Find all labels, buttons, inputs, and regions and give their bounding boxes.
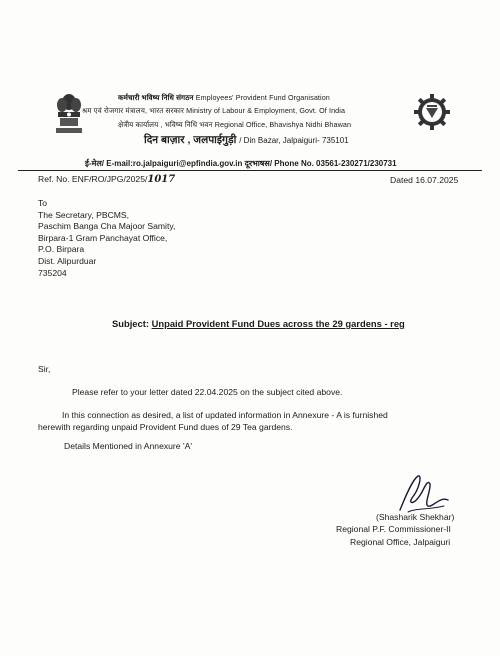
subject-label: Subject:: [112, 318, 149, 329]
signatory-office: Regional Office, Jalpaiguri: [350, 537, 451, 547]
letterhead-line2: [82, 106, 345, 116]
ministry-english: Ministry of Labour & Employment, Govt. Of India: [186, 106, 346, 115]
addressee-line: 735204: [38, 267, 67, 278]
letterhead-address: [144, 133, 349, 147]
addressee-line: To: [38, 198, 48, 208]
office-hindi: क्षेत्रीय कार्यालय , भविष्य निधि भवन: [118, 120, 213, 129]
reference-number: [38, 174, 175, 185]
org-name-english: Employees' Provident Fund Organisation: [195, 93, 330, 102]
body-paragraph-2-line-1: In this connection as desired, a list of updated information in Annexure - A is furnished: [62, 410, 388, 420]
letterhead-divider: [18, 170, 482, 171]
subject-text: Unpaid Provident Fund Dues across the 29 gardens - reg: [151, 318, 405, 329]
salutation: Sir,: [38, 364, 51, 374]
addressee-line: Dist. Alipurduar: [38, 255, 97, 266]
addressee-line: Paschim Banga Cha Majoor Samity,: [38, 221, 176, 232]
letterhead-line1: [118, 93, 330, 103]
epfo-logo-icon: [412, 92, 452, 132]
body-paragraph-3: Details Mentioned in Annexure 'A': [64, 441, 192, 451]
ministry-hindi: श्रम एवं रोजगार मंत्रालय, भारत सरकार: [82, 106, 185, 115]
body-paragraph-2-line-2: herewith regarding unpaid Provident Fund dues of 29 Tea gardens.: [38, 422, 293, 432]
org-name-hindi: कर्मचारी भविष्य निधि संगठन: [118, 93, 194, 102]
signatory-name: (Shasharik Shekhar): [376, 512, 455, 522]
body-paragraph-1: Please refer to your letter dated 22.04.2025 on the subject cited above.: [72, 387, 343, 397]
addressee-line: The Secretary, PBCMS,: [38, 209, 130, 220]
national-emblem-icon: [52, 92, 86, 138]
letter-date: Dated 16.07.2025: [390, 175, 459, 185]
subject-line: [112, 318, 405, 329]
signatory-designation: Regional P.F. Commissioner-II: [336, 524, 451, 534]
address-hindi: दिन बाज़ार , जलपाईगुड़ी: [144, 134, 237, 146]
letterhead-line3: [118, 120, 351, 130]
letterhead-contact: ई-मेल/ E-mail:ro.jalpaiguri@epfindia.gov.in दूरभाषस/ Phone No. 03561-230271/230731: [85, 159, 397, 168]
addressee-line: P.O. Birpara: [38, 244, 85, 255]
addressee-block: [38, 198, 175, 279]
handwritten-signature: [394, 470, 454, 516]
address-english: / Din Bazar, Jalpaiguri- 735101: [239, 136, 349, 145]
reference-number-handwritten: 1017: [147, 174, 176, 185]
addressee-line: Birpara-1 Gram Panchayat Office,: [38, 232, 168, 243]
office-english: Regional Office, Bhavishya Nidhi Bhawan: [214, 120, 352, 129]
reference-number-printed: Ref. No. ENF/RO/JPG/2025/: [38, 174, 148, 184]
